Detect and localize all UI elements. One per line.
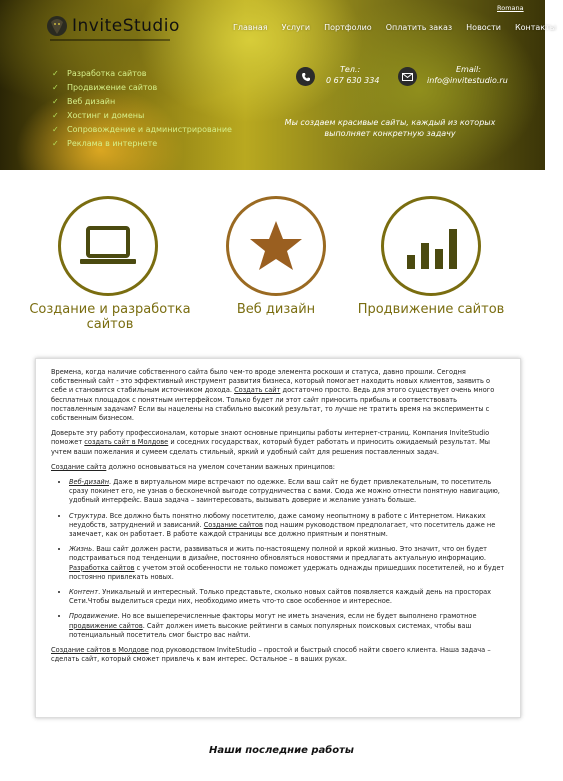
check-icon: ✓ [52, 96, 59, 106]
feature-webdesign[interactable] [226, 196, 326, 296]
phone-value[interactable]: 0 67 630 334 [326, 76, 380, 85]
language-switch-link[interactable]: Romana [497, 4, 524, 12]
feature-title-development: Создание и разработка сайтов [29, 302, 191, 332]
logo[interactable] [46, 14, 180, 38]
mail-icon [398, 67, 417, 86]
paragraph: Доверьте эту работу профессионалам, которые знают основные принципы работы интернет-страниц. Компания InviteStudio поможет создать сайт в Молдове и соседних государствах, который будет работать и приносить ожидаемый результат. Мы учтем ваши пожелания и сумеем сделать стильный, яркий и удобный сайт для решения поставленных задач. [51, 429, 491, 456]
latest-works-title: Наши последние работы [209, 745, 354, 756]
paragraph: Создание сайтов в Молдове под руководством InviteStudio – простой и быстрый способ найти своего клиента. Наша задача – сделать сайт, который сможет привлечь к вам интерес. Остальное – в ваших руках. [51, 646, 491, 664]
feature-circle [226, 196, 326, 296]
list-item: • Продвижение. Но все вышеперечисленные факторы могут не иметь значения, если не будет выполнено грамотное продвижение сайтов. Сайт должен иметь высокие рейтинги в самых популярных поисковых системах, чтобы ваш потенциальный посетитель смог быстро вас найти. [69, 612, 505, 640]
create-site-moldova-link[interactable]: создать сайт в Молдове [84, 438, 169, 447]
email-value[interactable]: info@invitestudio.ru [427, 76, 508, 85]
nav-news[interactable]: Новости [466, 23, 501, 32]
sites-moldova-link[interactable]: Создание сайтов в Молдове [51, 646, 149, 655]
create-site-link[interactable]: Создать сайт [234, 386, 281, 395]
check-icon: ✓ [52, 82, 59, 92]
service-item[interactable]: ✓ Реклама в интернете [52, 138, 158, 148]
header [0, 0, 557, 170]
main-nav [233, 23, 563, 32]
check-icon: ✓ [52, 138, 59, 148]
service-item[interactable]: ✓ Хостинг и домены [52, 110, 145, 120]
check-icon: ✓ [52, 110, 59, 120]
site-creation-link[interactable]: Создание сайта [51, 462, 107, 471]
list-item: • Структура. Все должно быть понятно любому посетителю, даже самому неопытному в работе с Интернетом. Никаких неудобств, затруднений и зависаний. Создание сайтов под нашим руководством предполагает, что посетитель даже не замечает, как он работает. В работе каждой страницы все должно приятным и понятным. [69, 512, 505, 540]
tagline: Мы создаем красивые сайты, каждый из которых выполняет конкретную задачу [284, 118, 496, 138]
nav-pay-order[interactable]: Оплатить заказ [385, 23, 453, 32]
feature-circle [381, 196, 481, 296]
lion-logo-icon [46, 14, 68, 38]
services-list [52, 66, 232, 150]
principles-list [51, 478, 505, 640]
service-item[interactable]: ✓ Сопровождение и администрирование [52, 124, 232, 134]
feature-circle [58, 196, 158, 296]
check-icon: ✓ [52, 68, 59, 78]
service-item[interactable]: ✓ Разработка сайтов [52, 68, 147, 78]
bar-chart-icon [405, 221, 457, 271]
nav-services[interactable]: Услуги [281, 23, 311, 32]
list-item: • Веб-дизайн. Даже в виртуальном мире встречают по одежке. Если ваш сайт не будет привлекательным, то посетитель сразу покинет его, не узнав о бесконечной выгоде сотрудничества с вами. Сюда же можно отнести понятную навигацию, удобный интерфейс. Ваша задача – заинтересовать, вызывать доверие и желание узнать больше. [69, 478, 505, 506]
list-item: • Контент. Уникальный и интересный. Только представьте, сколько новых сайтов появляется каждый день на просторах Сети.Чтобы выделиться среди них, необходимо иметь что-то свое особенное и интересное. [69, 588, 505, 606]
sites-promotion-link[interactable]: продвижение сайтов [69, 621, 143, 630]
phone-label: Тел.: [340, 65, 361, 74]
nav-home[interactable]: Главная [233, 23, 268, 32]
paragraph: Создание сайта должно основываться на умелом сочетании важных принципов: [51, 462, 335, 471]
paragraph: Времена, когда наличие собственного сайта было чем-то вроде элемента роскоши и статуса, давно прошли. Сегодня собственный сайт - это эффективный инструмент развития бизнеса, который помогает находить новых клиентов, заявить о себе и становится стабильным источником дохода. Создать сайт достаточно просто. Ведь для этого существует очень много бесплатных площадок с понятным интерфейсом. Только будет ли этот сайт приносить прибыль и соответствовать поставленным задачам? Если вы нацелены на стабильно высокий результат, то лучше не тратить время на эксперименты с собственным бизнесом. [51, 368, 495, 423]
feature-title-webdesign: Веб дизайн [236, 302, 316, 317]
feature-promotion[interactable] [381, 196, 481, 296]
sites-creation-link[interactable]: Создание сайтов [203, 520, 263, 529]
nav-portfolio[interactable]: Портфолио [324, 23, 372, 32]
logo-underline [50, 39, 170, 41]
content-box [35, 358, 521, 718]
check-icon: ✓ [52, 124, 59, 134]
feature-title-promotion: Продвижение сайтов [357, 302, 505, 317]
logo-text: InviteStudio [72, 16, 180, 36]
star-icon [248, 219, 304, 273]
service-item[interactable]: ✓ Веб дизайн [52, 96, 116, 106]
feature-development[interactable] [58, 196, 158, 296]
list-item: • Жизнь. Ваш сайт должен расти, развиваться и жить по-настоящему полной и яркой жизнью. Это значит, что он будет подстраиваться под тенденции в дизайне, постоянно обновляться новостями и предлагать актуальную информацию. Разработка сайтов с учетом этой особенности не только поможет удержать однажды пришедших посетителей, но и будет постоянно привлекать новых. [69, 545, 505, 582]
email-label: Email: [456, 65, 481, 74]
nav-contacts[interactable]: Контакты [514, 23, 557, 32]
phone-icon [296, 67, 315, 86]
sites-development-link[interactable]: Разработка сайтов [69, 563, 135, 572]
service-item[interactable]: ✓ Продвижение сайтов [52, 82, 158, 92]
laptop-icon [78, 224, 138, 268]
